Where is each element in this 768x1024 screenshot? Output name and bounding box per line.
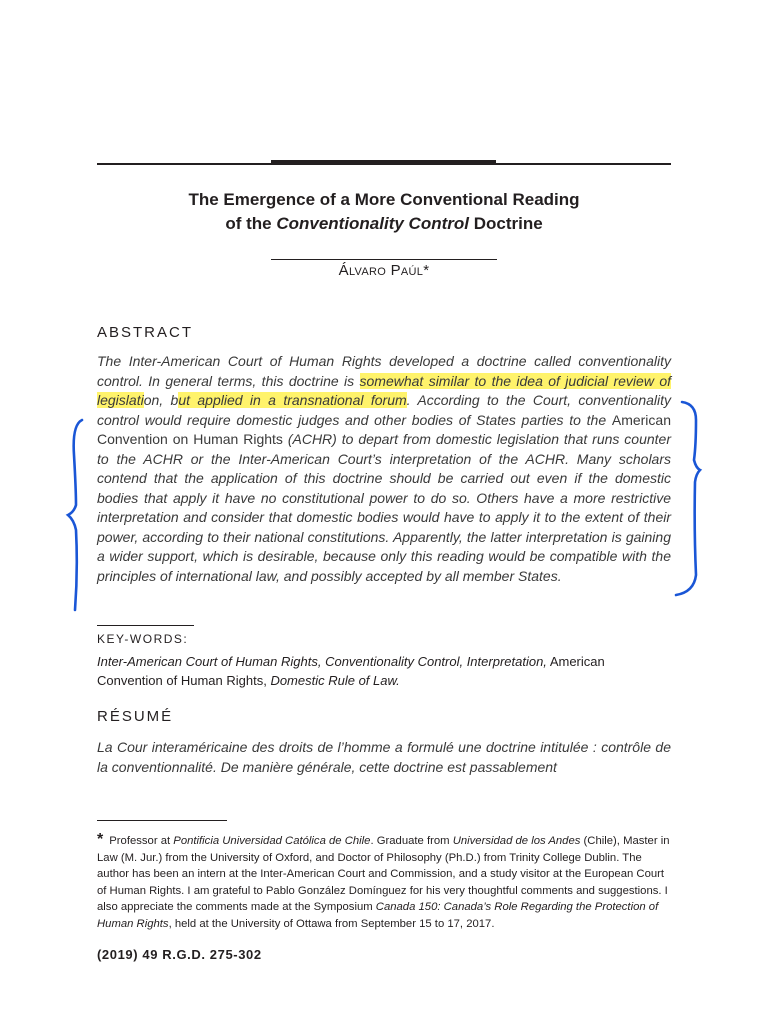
abstract-heading: ABSTRACT (97, 324, 194, 341)
keywords-rule (97, 625, 194, 626)
highlight-2: udicial review of legislati (97, 372, 671, 408)
left-bracket-mark (68, 420, 82, 610)
keywords-heading: KEY-WORDS: (97, 632, 189, 646)
highlight-1: somewhat similar to the idea of j (359, 372, 569, 389)
right-bracket-mark (676, 402, 700, 595)
footnote-marker: * (97, 831, 104, 848)
journal-citation: (2019) 49 R.G.D. 275-302 (97, 947, 262, 962)
title-line-2: of the Conventionality Control Doctrine (225, 214, 543, 233)
resume-body: La Cour interaméricaine des droits de l’homme a formulé une doctrine intitulée : contrôle de la conventionnalité. De manière générale, cette doctrine est passablement (97, 739, 671, 775)
abstract-body: The Inter-American Court of Human Rights developed a doctrine called conventionality control. In general terms, this doctrine is somewhat similar to the idea of judicial review of legislation, but applied in a transnational forum. According to the Court, conventionality control would require domestic judges and other bodies of States parties to the American Convention on Human Rights (ACHR) to depart from domestic legislation that runs counter to the ACHR or the Inter-American Court’s interpretation of the ACHR. Many scholars contend that the application of this doctrine should be carried out even if the domestic bodies that apply it have no constitutional power to do so. Others have a more restrictive interpretation and consider that domestic bodies would have to apply it to the extent of their power, according to their national constitutions. Apparently, the latter interpretation is gaining a wider support, which is desirable, because only this reading would be compatible with the principles of international law, and possibly accepted by all member States. (97, 353, 672, 584)
highlight-3: ut applied in a transnational forum (178, 392, 407, 408)
author-name: Álvaro Paúl* (338, 262, 430, 279)
keywords-body: Inter-American Court of Human Rights, Conventionality Control, Interpretation, American Convention of Human Rights, Domestic Rule of Law. (97, 654, 605, 688)
title-line-1: The Emergence of a More Conventional Reading (188, 190, 580, 209)
resume-heading: RÉSUMÉ (97, 708, 174, 725)
footnote-rule (97, 820, 227, 821)
author-footnote: * Professor at Pontificia Universidad Católica de Chile. Graduate from Universidad de los Andes (Chile), Master in Law (M. Jur.) from the University of Oxford, and Doctor of Philosophy (Ph.D.) from Trinity College Dublin. The author has been an intern at the Inter-American Court and Commission, and a study visitor at the European Court of Human Rights. I am grateful to Pablo González Domínguez for his very thoughtful comments and suggestions. I also appreciate the comments made at the Symposium Canada 150: Canada’s Role Regarding the Protection of Human Rights, held at the University of Ottawa from September 15 to 17, 2017. (97, 831, 670, 930)
